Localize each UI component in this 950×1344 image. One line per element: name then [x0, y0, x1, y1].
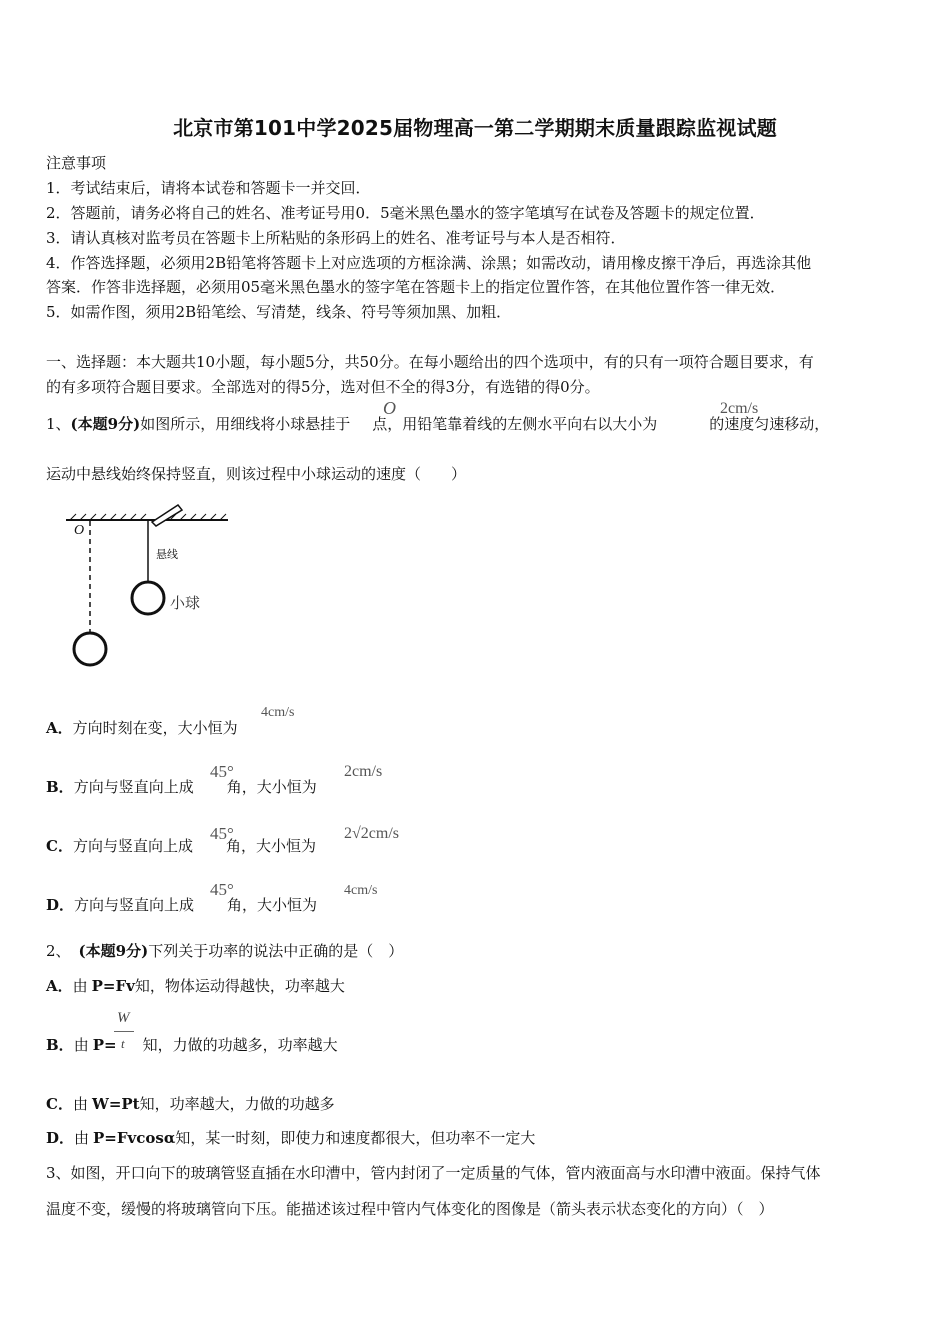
q1-option-c-value: 2√2cm/s [344, 825, 399, 842]
q1-stem [46, 414, 829, 434]
notice-item: 答案．作答非选择题，必须用05毫米黑色墨水的签字笔在答题卡上的指定位置作答，在其他位置作答一律无效． [46, 278, 786, 296]
option-text2: 角，大小恒为 [226, 778, 317, 796]
q2-option-c[interactable] [46, 1094, 335, 1114]
q1-text-a: 如图所示，用细线将小球悬挂于 [140, 415, 351, 433]
notice-item: 3．请认真核对监考员在答题卡上所粘贴的条形码上的姓名、准考证号与本人是否相符． [46, 229, 626, 247]
option-pre: 由 [72, 977, 88, 995]
q2-number: 2、 [46, 942, 71, 960]
option-letter: C． [46, 837, 73, 855]
fraction-denominator: t [121, 1036, 125, 1051]
q1-text-b: 点，用铅笔靠着线的左侧水平向右以大小为 [372, 415, 658, 433]
exam-title: 北京市第101中学2025届物理高一第二学期期末质量跟踪监视试题 [173, 116, 777, 140]
notice-heading: 注意事项 [46, 154, 107, 172]
q1-option-d[interactable] [46, 895, 317, 915]
option-letter: A． [46, 977, 73, 995]
q2-score: (本题9分) [78, 942, 149, 960]
q1-option-a-value: 4cm/s [261, 705, 295, 720]
option-text2: 角，大小恒为 [227, 896, 318, 914]
pencil-icon [152, 505, 182, 526]
option-pre: 由 [73, 1036, 89, 1054]
fraction-bar [114, 1031, 134, 1032]
option-letter: B． [46, 1036, 74, 1054]
q1-option-d-angle: 45° [210, 880, 234, 899]
option-formula: P=Fv [91, 977, 135, 995]
ball-initial [74, 633, 106, 665]
q2-option-a[interactable] [46, 976, 345, 996]
option-formula: P=Fvcosα [93, 1129, 176, 1147]
q2-stem [46, 941, 403, 961]
q1-point-o: O [383, 398, 396, 418]
option-text2: 角，大小恒为 [225, 837, 316, 855]
option-text: 方向与竖直向上成 [74, 896, 195, 914]
option-formula: P= [92, 1036, 117, 1054]
option-text: 方向与竖直向上成 [72, 837, 193, 855]
q1-option-b-angle: 45° [210, 762, 234, 781]
ball-label: 小球 [170, 594, 201, 612]
q1-score: (本题9分) [70, 415, 141, 433]
q1-speed: 2cm/s [720, 400, 759, 417]
section-intro-line: 的有多项符合题目要求。全部选对的得5分，选对但不全的得3分，有选错的得0分。 [46, 378, 600, 396]
ball [132, 582, 164, 614]
q2-option-b[interactable] [46, 1035, 338, 1055]
fraction-numerator: W [117, 1010, 130, 1026]
option-text: 方向与竖直向上成 [73, 778, 194, 796]
option-text: 方向时刻在变，大小恒为 [72, 719, 238, 737]
q1-number: 1、 [46, 415, 71, 433]
q1-option-c-angle: 45° [210, 824, 234, 843]
q1-option-b[interactable] [46, 777, 317, 797]
notice-item: 4．作答选择题，必须用2B铅笔将答题卡上对应选项的方框涂满、涂黑；如需改动，请用橡皮擦干净后，再选涂其他 [46, 254, 812, 272]
notice-item: 2．答题前，请务必将自己的姓名、准考证号用0．5毫米黑色墨水的签字笔填写在试卷及答题卡的规定位置． [46, 204, 765, 222]
q1-stem-line2: 运动中悬线始终保持竖直，则该过程中小球运动的速度（ ） [46, 465, 467, 483]
section-intro-line: 一、选择题：本大题共10小题，每小题5分，共50分。在每小题给出的四个选项中，有的只有一项符合题目要求，有 [46, 353, 814, 371]
notice-item: 5．如需作图，须用2B铅笔绘、写清楚，线条、符号等须加黑、加粗． [46, 303, 512, 321]
option-letter: D． [46, 1129, 75, 1147]
notice-item: 1．考试结束后，请将本试卷和答题卡一并交回． [46, 179, 371, 197]
option-formula: W=Pt [91, 1095, 140, 1113]
option-pre: 由 [72, 1095, 88, 1113]
q1-option-a[interactable] [46, 718, 238, 738]
option-pre: 由 [74, 1129, 90, 1147]
option-post: 知，物体运动得越快，功率越大 [134, 977, 345, 995]
option-letter: D． [46, 896, 75, 914]
option-letter: A． [46, 719, 73, 737]
q1-option-d-value: 4cm/s [344, 883, 378, 898]
option-post: 知，力做的功越多，功率越大 [142, 1036, 338, 1054]
q2-text: 下列关于功率的说法中正确的是（ ） [148, 942, 404, 960]
q1-option-c[interactable] [46, 836, 316, 856]
q3-stem-line2: 温度不变，缓慢的将玻璃管向下压。能描述该过程中管内气体变化的图像是（箭头表示状态变化的方向）（ ） [46, 1200, 774, 1218]
option-letter: C． [46, 1095, 73, 1113]
pendulum-figure [60, 500, 240, 675]
option-post: 知，功率越大，力做的功越多 [139, 1095, 335, 1113]
q3-stem-line1: 3、如图，开口向下的玻璃管竖直插在水印漕中，管内封闭了一定质量的气体，管内液面高与水印漕中液面。保持气体 [46, 1164, 821, 1182]
q1-option-b-value: 2cm/s [344, 763, 383, 780]
q2-option-d[interactable] [46, 1128, 535, 1148]
option-post: 知，某一时刻，即使力和速度都很大，但功率不一定大 [175, 1129, 536, 1147]
q1-text-c: 的速度匀速移动， [709, 415, 830, 433]
option-letter: B． [46, 778, 74, 796]
string-label: 悬线 [156, 548, 178, 561]
o-label: O [74, 523, 85, 538]
